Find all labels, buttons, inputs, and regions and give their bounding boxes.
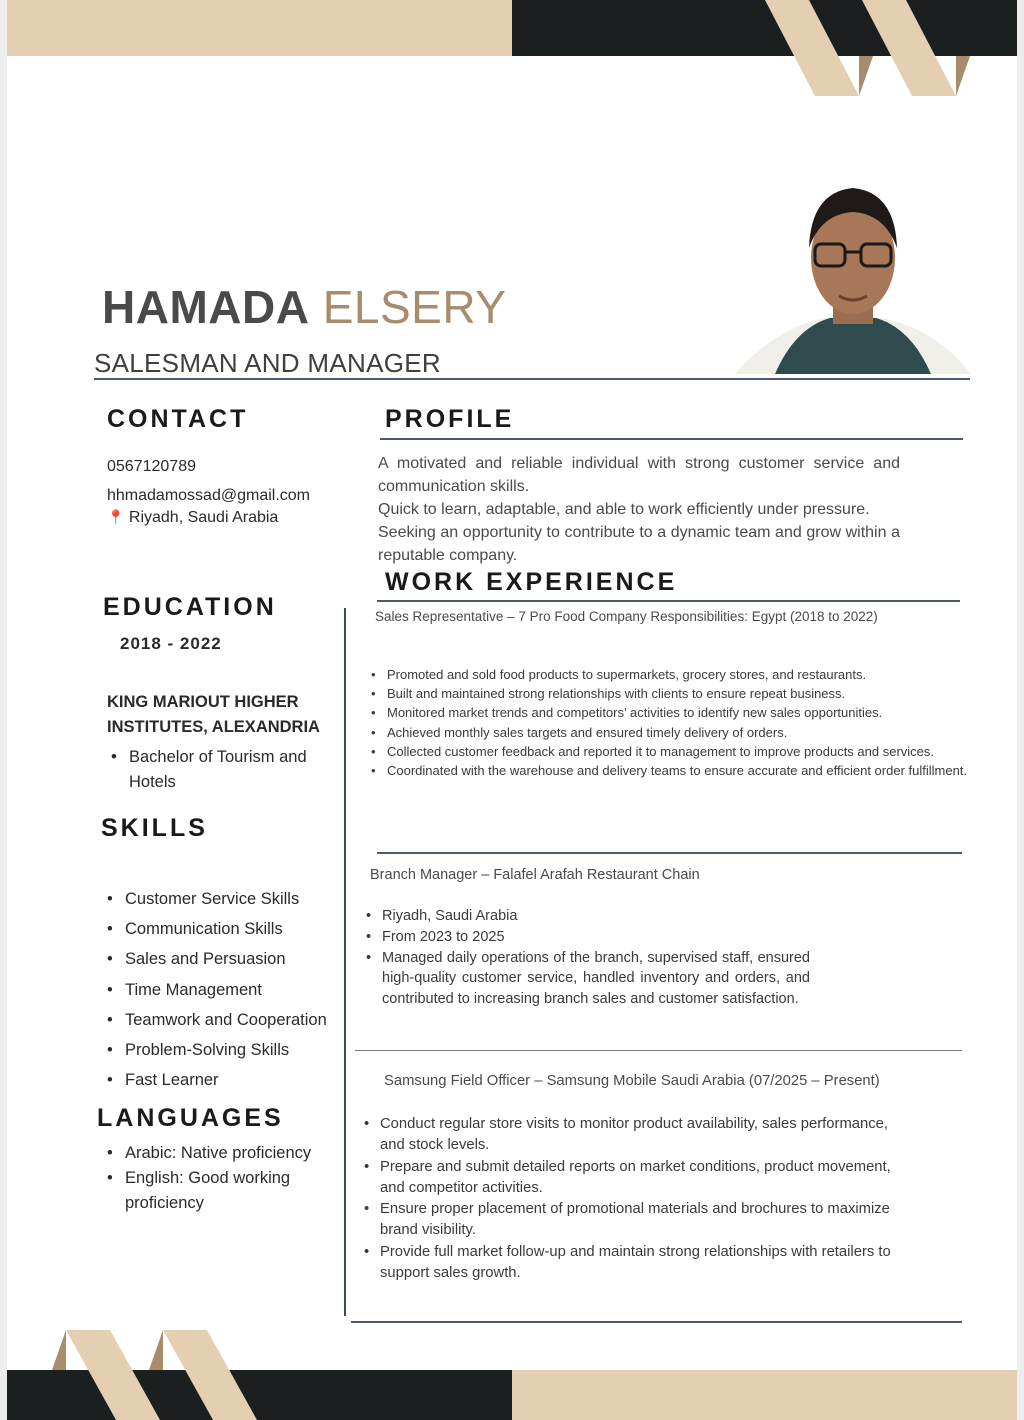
job-heading: Branch Manager – Falafel Arafah Restaurant Chain <box>370 867 700 883</box>
skills-list <box>105 888 327 1099</box>
job-divider <box>355 1050 962 1051</box>
job-responsibility: • Managed daily operations of the branch, supervised staff, ensured high-quality customer service, handled inventory and orders, and contributed to increasing branch sales and customer satisfaction. <box>364 948 810 1010</box>
language-item: • English: Good working proficiency <box>105 1166 325 1216</box>
language-item: • Arabic: Native proficiency <box>105 1141 325 1166</box>
job-responsibility: • Ensure proper placement of promotional materials and brochures to maximize brand visibility. <box>362 1199 902 1242</box>
skill-item: • Sales and Persuasion <box>105 948 327 978</box>
profile-paragraph: A motivated and reliable individual with strong customer service and communication skills. <box>378 455 900 495</box>
languages-heading: LANGUAGES <box>97 1104 284 1132</box>
profile-paragraph: Seeking an opportunity to contribute to a dynamic team and grow within a reputable company. <box>378 524 900 564</box>
skill-item: • Problem-Solving Skills <box>105 1039 327 1069</box>
skill-item: • Teamwork and Cooperation <box>105 1009 327 1039</box>
location-text: Riyadh, Saudi Arabia <box>128 509 279 526</box>
last-name: ELSERY <box>322 281 507 333</box>
profile-paragraph: Quick to learn, adaptable, and able to work efficiently under pressure. <box>378 501 870 518</box>
skill-item: • Fast Learner <box>105 1069 327 1099</box>
job-responsibilities-list <box>369 665 1011 780</box>
skill-item: • Time Management <box>105 979 327 1009</box>
job-responsibility: • Conduct regular store visits to monitor product availability, sales performance, and stock levels. <box>362 1114 902 1157</box>
job-responsibility: • From 2023 to 2025 <box>364 927 810 948</box>
resume-page <box>7 0 1017 1420</box>
job-responsibilities-list <box>362 1114 902 1284</box>
job-responsibility: • Prepare and submit detailed reports on market conditions, product movement, and competitor activities. <box>362 1157 902 1200</box>
job-responsibility: • Monitored market trends and competitors’ activities to identify new sales opportunities. <box>369 703 1011 722</box>
job-responsibility: • Riyadh, Saudi Arabia <box>364 906 810 927</box>
first-name: HAMADA <box>102 281 310 333</box>
contact-heading: CONTACT <box>107 405 249 433</box>
full-name <box>102 280 506 334</box>
phone-number: 0567120789 <box>107 458 196 475</box>
profile-heading: PROFILE <box>385 405 515 433</box>
skill-item: • Communication Skills <box>105 918 327 948</box>
languages-list <box>105 1141 325 1216</box>
job-heading: Sales Representative – 7 Pro Food Company Responsibilities: Egypt (2018 to 2022) <box>375 609 878 624</box>
top-ribbon-decoration <box>7 0 1017 120</box>
profile-summary <box>378 452 900 567</box>
profile-photo <box>735 178 971 374</box>
job-responsibility: • Built and maintained strong relationships with clients to ensure repeat business. <box>369 684 1011 703</box>
job-responsibility: • Achieved monthly sales targets and ensured timely delivery of orders. <box>369 723 1011 742</box>
work-experience-divider <box>377 600 960 602</box>
email-address: hhmadamossad@gmail.com <box>107 487 310 504</box>
job-responsibility: • Promoted and sold food products to supermarkets, grocery stores, and restaurants. <box>369 665 1011 684</box>
job-responsibility: • Collected customer feedback and reported it to management to improve products and services. <box>369 742 1011 761</box>
location <box>107 509 278 527</box>
job-heading: Samsung Field Officer – Samsung Mobile Saudi Arabia (07/2025 – Present) <box>384 1073 880 1089</box>
skill-item: • Customer Service Skills <box>105 888 327 918</box>
institution-name-line2: INSTITUTES, ALEXANDRIA <box>107 718 320 736</box>
column-divider <box>344 608 346 1316</box>
location-pin-icon: 📍 <box>107 509 125 525</box>
job-divider <box>377 852 962 854</box>
job-responsibility: • Coordinated with the warehouse and delivery teams to ensure accurate and efficient order fulfillment. <box>369 761 1011 780</box>
education-heading: EDUCATION <box>103 593 277 621</box>
degree-list <box>109 745 339 795</box>
work-experience-heading: WORK EXPERIENCE <box>385 568 678 596</box>
skills-heading: SKILLS <box>101 814 208 842</box>
education-years: 2018 - 2022 <box>120 634 222 653</box>
job-responsibilities-list <box>364 906 810 1010</box>
header-divider <box>94 378 970 380</box>
degree-item: • Bachelor of Tourism and Hotels <box>109 745 339 795</box>
institution-name-line1: KING MARIOUT HIGHER <box>107 693 299 711</box>
profile-divider <box>380 438 963 440</box>
job-responsibility: • Provide full market follow-up and maintain strong relationships with retailers to support sales growth. <box>362 1242 902 1285</box>
bottom-divider <box>351 1321 962 1323</box>
bottom-ribbon-decoration <box>7 1320 1017 1420</box>
job-title: SALESMAN AND MANAGER <box>94 348 441 378</box>
